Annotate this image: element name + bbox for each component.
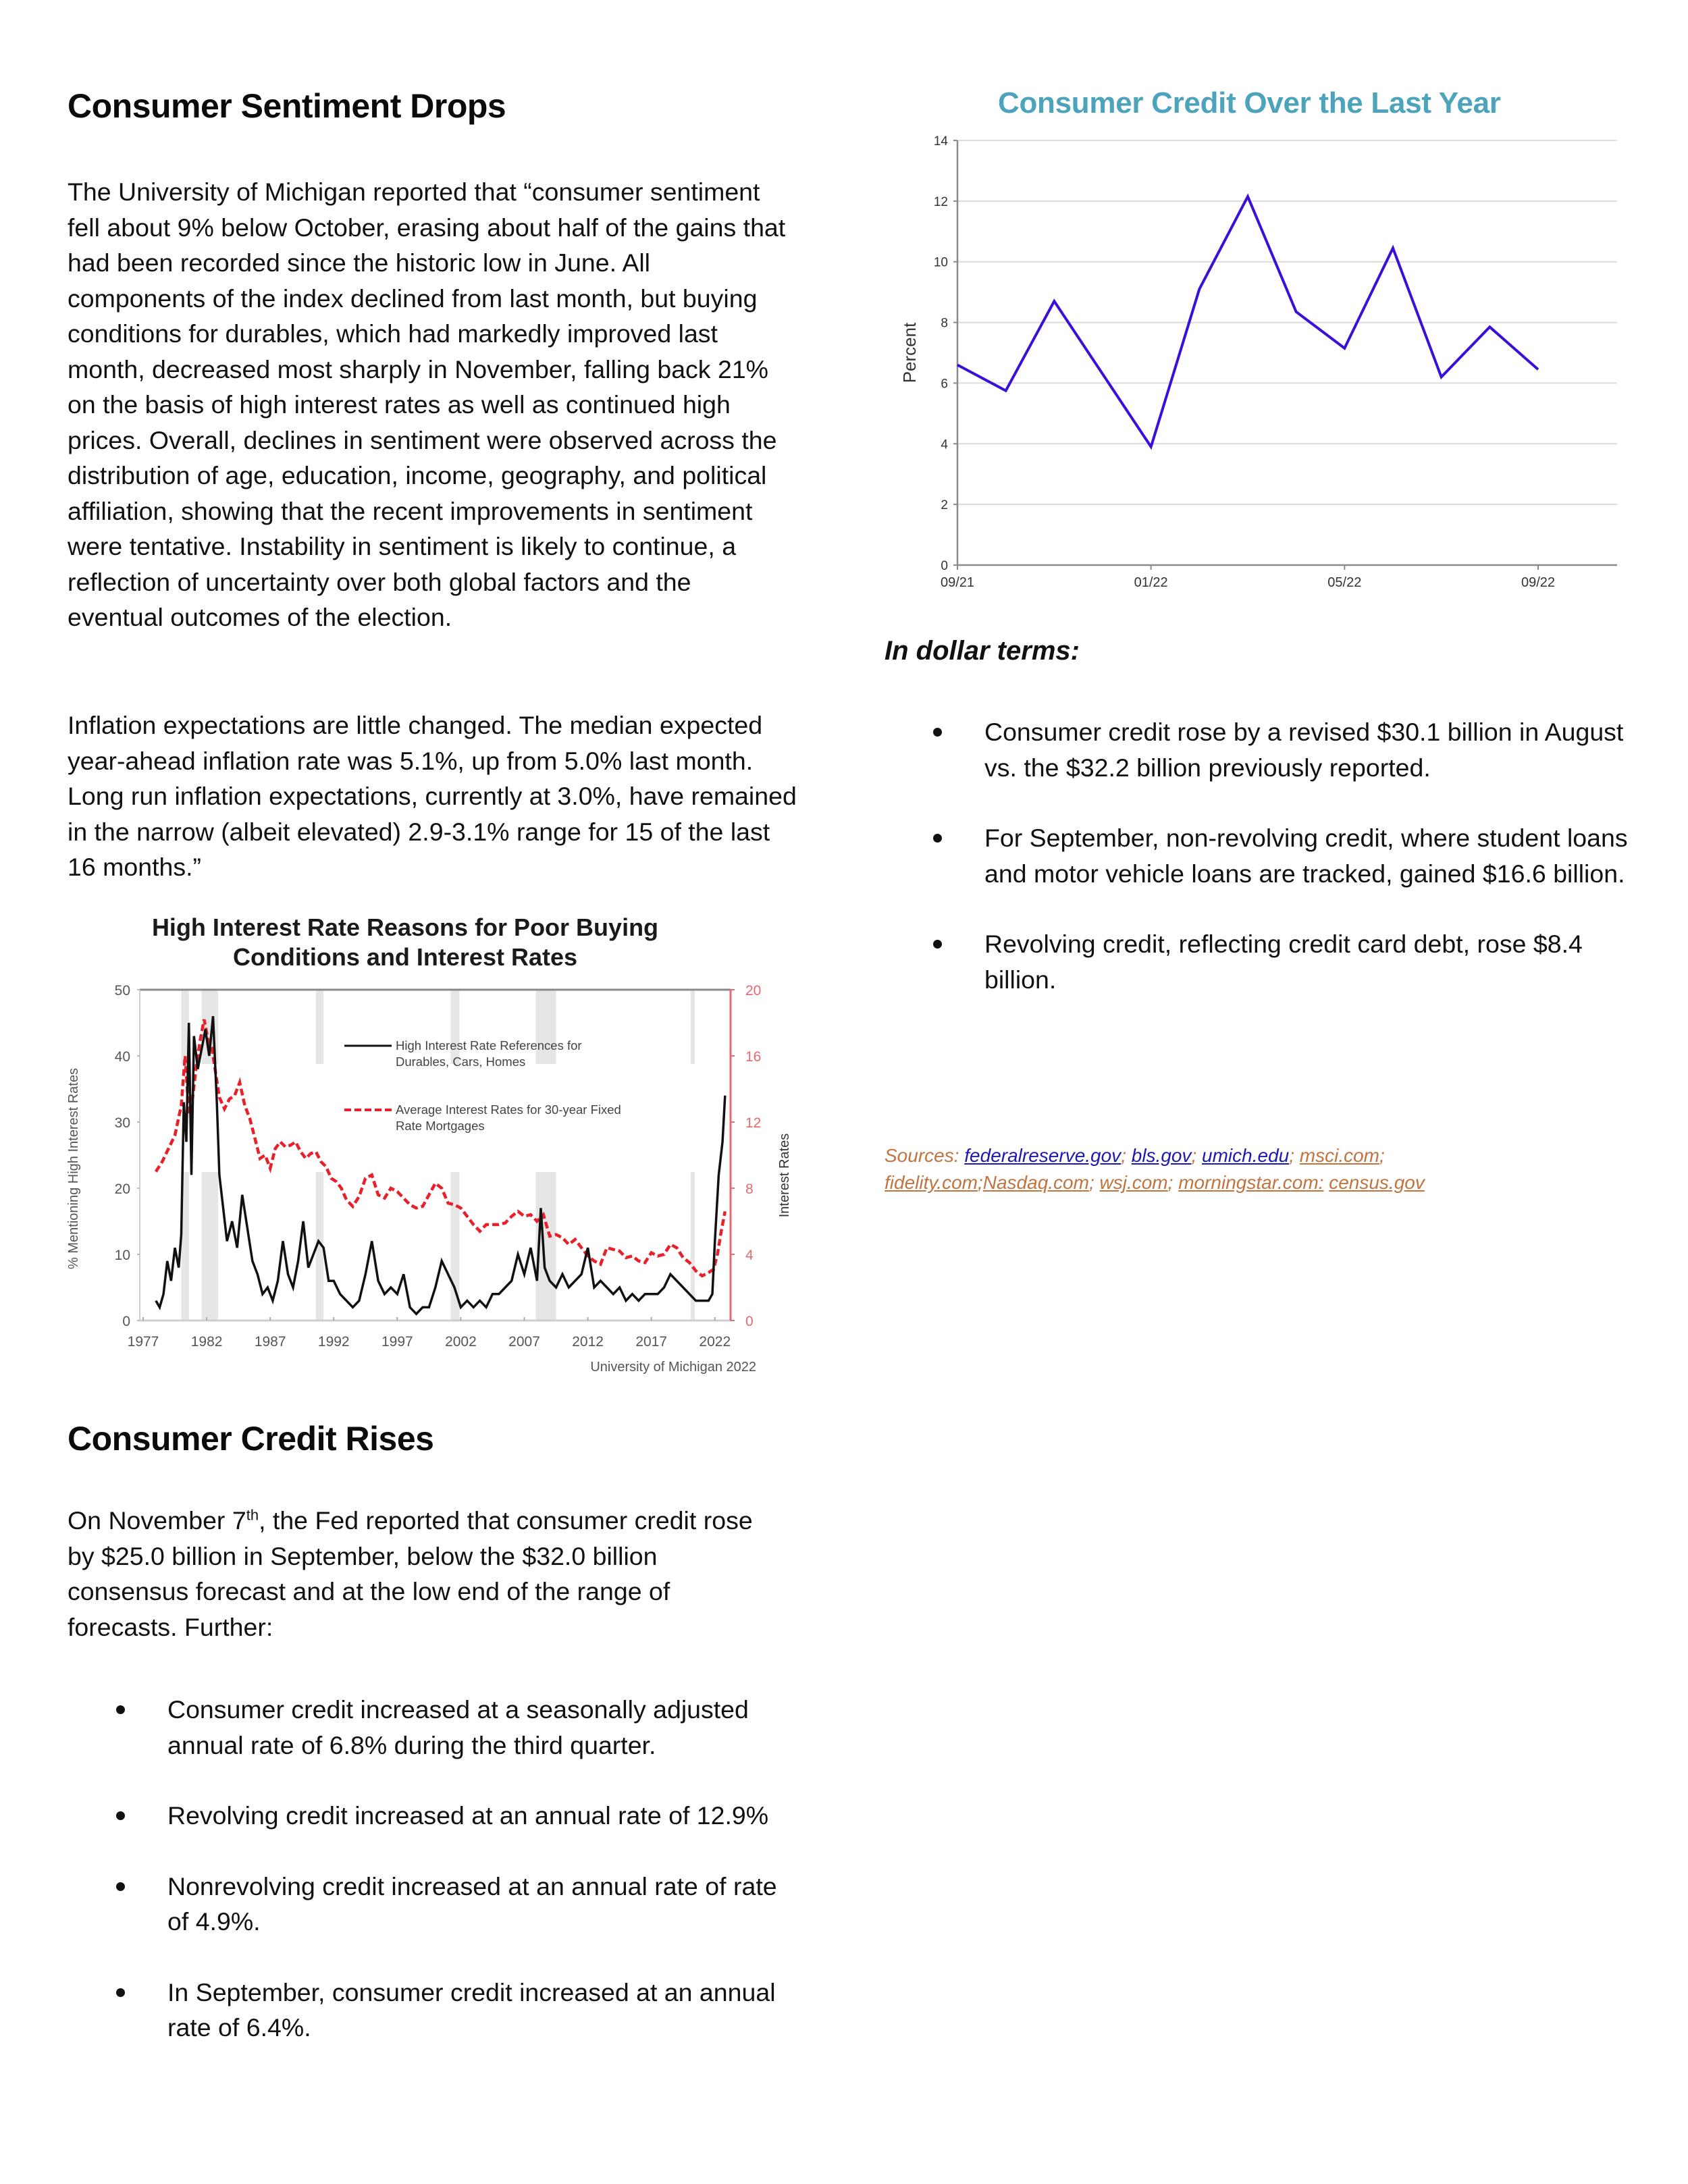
source-link[interactable]: census.gov: [1329, 1172, 1425, 1193]
x-tick-label: 2007: [508, 1334, 540, 1350]
sources-label: Sources:: [885, 1145, 965, 1166]
x-tick-label: 1977: [127, 1334, 159, 1350]
recession-band: [691, 990, 695, 1064]
credit-intro-part1: On November 7: [68, 1506, 246, 1535]
y-tick-label: 6: [941, 377, 948, 392]
right-axis-label: Interest Rates: [777, 1133, 792, 1218]
left-tick-label: 20: [114, 1181, 130, 1197]
legend-label-line: Durables, Cars, Homes: [396, 1055, 526, 1069]
source-separator: ;: [1121, 1145, 1132, 1166]
left-tick-label: 0: [122, 1314, 130, 1329]
bullet-icon: [116, 1811, 125, 1820]
source-separator: ;: [1289, 1145, 1300, 1166]
y-tick-label: 12: [933, 194, 948, 209]
dollar-bullet: [885, 820, 1641, 891]
dollar-bullet: [885, 926, 1641, 997]
legend-label-line: Average Interest Rates for 30-year Fixed: [396, 1102, 621, 1117]
credit-bullet-text: Consumer credit increased at a seasonally adjusted annual rate of 6.8% during the third quarter.: [167, 1695, 749, 1759]
credit-intro-part2: , the Fed reported that consumer credit rose by $25.0 billion in September, below the $32.0 billion consensus forecast and at the low end of the range of forecasts. Further:: [68, 1506, 753, 1641]
credit-bullet: [68, 1692, 797, 1763]
source-separator: ;: [1191, 1145, 1203, 1166]
right-tick-label: 20: [745, 983, 762, 998]
source-separator: ;: [977, 1172, 983, 1193]
right-tick-label: 8: [745, 1181, 754, 1197]
dollar-bullet-text: For September, non-revolving credit, where student loans and motor vehicle loans are tracked, gained $16.6 billion.: [984, 824, 1628, 888]
credit-series-line: [957, 196, 1538, 447]
source-separator: ;: [1167, 1172, 1179, 1193]
dollar-terms-heading: In dollar terms:: [885, 636, 1080, 666]
right-tick-label: 0: [745, 1314, 754, 1329]
credit-intro: [68, 1503, 783, 1645]
y-tick-label: 14: [933, 134, 948, 149]
source-link[interactable]: msci.com: [1299, 1145, 1380, 1166]
x-tick-label: 2017: [635, 1334, 668, 1350]
bullet-icon: [116, 1882, 125, 1891]
credit-line-chart: [878, 122, 1647, 608]
legend-label-line: High Interest Rate References for: [396, 1038, 582, 1053]
y-tick-label: 8: [941, 316, 948, 331]
x-tick-label: 2022: [699, 1334, 731, 1350]
dollar-bullet-text: Revolving credit, reflecting credit card debt, rose $8.4 billion.: [984, 930, 1583, 994]
x-tick-label: 01/22: [1134, 575, 1168, 590]
sentiment-paragraph-2-text: Inflation expectations are little changed. The median expected year-ahead inflation rate was 5.1%, up from 5.0% last month. Long run inflation expectations, currently at 3.0%, have remained in the narrow (albeit elevated) 2.9-3.1% range for 15 of the last 16 months.”: [68, 711, 797, 881]
bullet-icon: [116, 1988, 125, 1997]
y-tick-label: 0: [941, 559, 948, 573]
sentiment-paragraph-2: [68, 708, 797, 885]
x-tick-label: 09/21: [940, 575, 975, 590]
x-tick-label: 1987: [254, 1334, 286, 1350]
source-link[interactable]: morningstar.com:: [1178, 1172, 1324, 1193]
umich-interest-rate-chart: [47, 913, 797, 1385]
x-tick-label: 2012: [572, 1334, 604, 1350]
credit-bullet-text: Revolving credit increased at an annual rate of 12.9%: [167, 1801, 769, 1830]
x-tick-label: 1982: [190, 1334, 223, 1350]
source-link[interactable]: federalreserve.gov: [964, 1145, 1122, 1166]
heading-consumer-credit: Consumer Credit Rises: [68, 1420, 434, 1458]
bullet-icon: [933, 940, 942, 949]
credit-bullet: [68, 1798, 797, 1834]
y-tick-label: 2: [941, 498, 948, 513]
source-separator: ;: [1088, 1172, 1100, 1193]
source-link[interactable]: umich.edu: [1202, 1145, 1290, 1166]
left-tick-label: 50: [114, 983, 130, 998]
source-separator: ;: [1379, 1145, 1385, 1166]
source-link[interactable]: wsj.com: [1099, 1172, 1168, 1193]
chart-footnote: University of Michigan 2022: [590, 1360, 756, 1375]
y-axis-label: Percent: [899, 322, 920, 383]
right-tick-label: 16: [745, 1049, 762, 1065]
credit-bullet-text: Nonrevolving credit increased at an annual rate of rate of 4.9%.: [167, 1871, 777, 1936]
credit-intro-text: [68, 1503, 783, 1645]
source-link[interactable]: Nasdaq.com: [982, 1172, 1089, 1193]
credit-bullet: [68, 1975, 797, 2046]
dollar-terms-bullet-list: [885, 714, 1641, 997]
y-tick-label: 4: [941, 437, 948, 452]
recession-band: [450, 990, 459, 1064]
umich-chart-plot: [47, 913, 797, 1385]
x-tick-label: 1992: [317, 1334, 350, 1350]
umich-chart-title: High Interest Rate Reasons for Poor Buying Conditions and Interest Rates: [151, 913, 659, 971]
recession-band: [316, 990, 323, 1064]
sources-links: [885, 1145, 1425, 1193]
credit-bullet-list: [68, 1692, 797, 2046]
left-axis-label: % Mentioning High Interest Rates: [66, 1068, 81, 1269]
x-tick-label: 05/22: [1327, 575, 1362, 590]
right-tick-label: 4: [745, 1248, 754, 1263]
credit-intro-superscript: th: [246, 1506, 259, 1524]
right-tick-label: 12: [745, 1115, 762, 1131]
x-tick-label: 09/22: [1521, 575, 1556, 590]
recession-band: [535, 990, 556, 1064]
sentiment-paragraph-1: [68, 174, 793, 635]
bullet-icon: [116, 1705, 125, 1714]
bullet-icon: [933, 834, 942, 843]
source-link[interactable]: fidelity.com: [885, 1172, 978, 1193]
credit-bullet-text: In September, consumer credit increased at an annual rate of 6.4%.: [167, 1977, 776, 2042]
recession-band: [202, 1172, 218, 1321]
x-tick-label: 2002: [445, 1334, 477, 1350]
y-tick-label: 10: [933, 255, 948, 270]
left-tick-label: 40: [114, 1049, 130, 1065]
left-tick-label: 10: [114, 1248, 130, 1263]
x-tick-label: 1997: [381, 1334, 413, 1350]
sentiment-paragraph-1-text: The University of Michigan reported that “consumer sentiment fell about 9% below October, erasing about half of the gains that had been recorded since the historic low in June. All components of the index declined from last month, but buying conditions for durables, which had markedly improved last month, decreased most sharply in November, falling back 21% on the basis of high interest rates as well as continued high prices. Overall, declines in sentiment were observed across the distribution of age, education, income, geography, and political affiliation, showing that the recent improvements in sentiment were tentative. Instability in sentiment is likely to continue, a reflection of uncertainty over both global factors and the eventual outcomes of the election.: [68, 178, 786, 631]
dollar-bullet: [885, 714, 1641, 785]
left-tick-label: 30: [114, 1115, 130, 1131]
legend-label: [396, 1102, 621, 1133]
credit-bullet: [68, 1869, 797, 1940]
legend-label-line: Rate Mortgages: [396, 1119, 485, 1133]
dollar-bullet-text: Consumer credit rose by a revised $30.1 billion in August vs. the $32.2 billion previously reported.: [984, 718, 1624, 782]
sources: [885, 1142, 1560, 1196]
credit-chart-title: Consumer Credit Over the Last Year: [998, 86, 1501, 119]
source-link[interactable]: bls.gov: [1131, 1145, 1192, 1166]
bullet-icon: [933, 728, 942, 737]
heading-consumer-sentiment: Consumer Sentiment Drops: [68, 87, 506, 125]
